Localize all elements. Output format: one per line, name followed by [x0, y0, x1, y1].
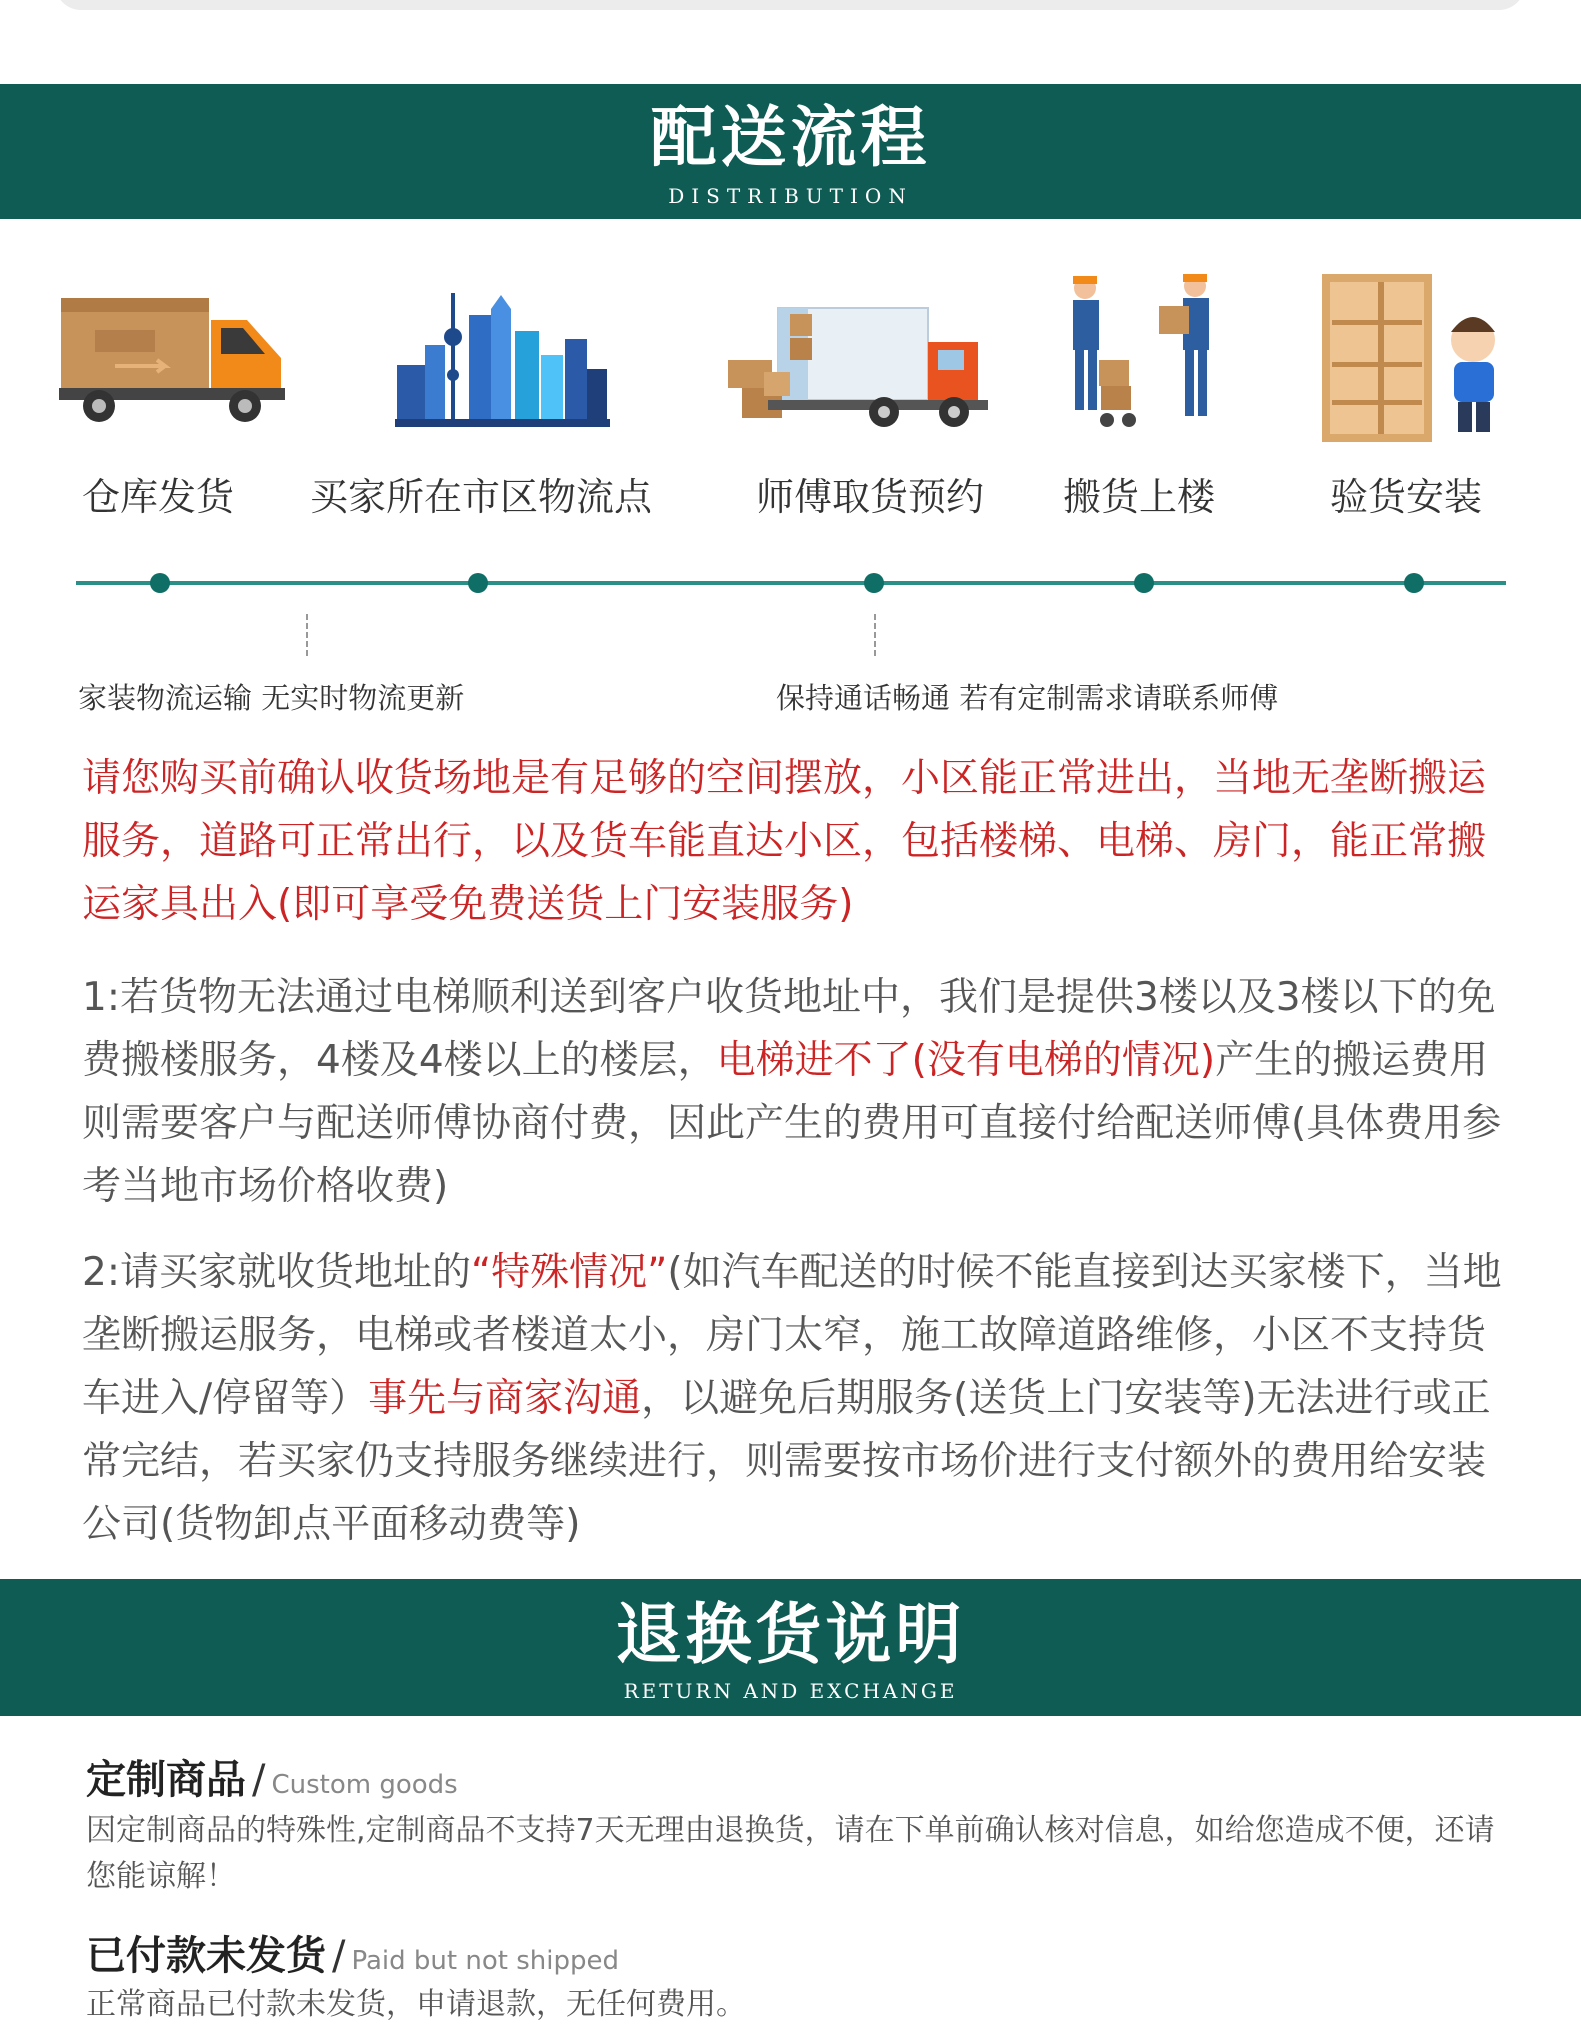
assembly-icon [1318, 270, 1508, 445]
dashed-connector [874, 614, 876, 656]
paid-not-shipped-heading [86, 1924, 619, 1981]
city-skyline-icon [395, 285, 610, 430]
returns-title: 退换货说明 [615, 1595, 966, 1673]
rule-2-highlight-contact: 事先与商家沟通 [368, 1376, 642, 1421]
loading-truck-icon [728, 300, 1008, 430]
rule-2-text-end: ，以避免后期服务(送货上门安装等)无法进行或正常完结，若买家仍支持服务继续进行，则需要按市场价进行支付额外的费用给安装公司(货物卸点平面移动费等) [82, 1376, 1491, 1547]
custom-goods-text: 因定制商品的特殊性,定制商品不支持7天无理由退换货，请在下单前确认核对信息，如给您造成不便，还请您能谅解！ [86, 1813, 1495, 1894]
custom-goods-title: 定制商品 [86, 1757, 246, 1803]
custom-goods-en: Custom goods [271, 1770, 458, 1800]
distribution-title: 配送流程 [650, 98, 931, 176]
returns-banner [0, 1579, 1581, 1716]
heading-slash: / [252, 1757, 266, 1803]
timeline-dot [468, 573, 488, 593]
rule-1-text: 1:若货物无法通过电梯顺利送到客户收货地址中，我们是提供3楼以及3楼以下的免费搬楼服务，4楼及4楼以上的楼层， [82, 975, 1496, 1083]
movers-icon [1055, 270, 1225, 440]
distribution-subtitle: DISTRIBUTION [668, 184, 913, 208]
top-strip [55, 0, 1525, 10]
rule-2-highlight-special: “特殊情况” [470, 1250, 668, 1295]
paid-not-shipped-en: Paid but not shipped [351, 1946, 619, 1976]
step-label-warehouse: 仓库发货 [82, 475, 235, 519]
timeline-line [76, 581, 1506, 585]
distribution-banner [0, 84, 1581, 219]
note-no-tracking: 家装物流运输 无实时物流更新 [78, 681, 465, 715]
dashed-connector [306, 614, 308, 656]
returns-subtitle: RETURN AND EXCHANGE [623, 1679, 958, 1703]
timeline-dot [1404, 573, 1424, 593]
rule-1-highlight: 电梯进不了(没有电梯的情况) [716, 1038, 1216, 1083]
rule-2-text-cont: (如汽车配送的时候不能直接到达买家楼下，当地垄断搬运服务，电梯或者楼道太小，房门太窄，施工故障道路维修，小区不支持货车进入/停留等） [82, 1250, 1502, 1421]
custom-goods-heading [86, 1748, 458, 1805]
rule-2 [82, 1241, 1502, 1556]
step-label-appointment: 师傅取货预约 [756, 475, 985, 519]
paid-not-shipped-title: 已付款未发货 [86, 1933, 326, 1979]
note-keep-phone: 保持通话畅通 若有定制需求请联系师傅 [776, 681, 1279, 715]
step-label-inspect-install: 验货安装 [1330, 475, 1483, 519]
timeline-dot [150, 573, 170, 593]
rule-1 [82, 966, 1502, 1218]
step-label-carry-upstairs: 搬货上楼 [1063, 475, 1216, 519]
delivery-truck-icon [55, 290, 295, 430]
timeline-dot [1134, 573, 1154, 593]
rule-1-text-cont: 产生的搬运费用则需要客户与配送师傅协商付费，因此产生的费用可直接付给配送师傅(具体费用参考当地市场价格收费) [82, 1038, 1502, 1209]
rule-2-text: 2:请买家就收货地址的 [82, 1250, 471, 1295]
paid-not-shipped-text: 正常商品已付款未发货，申请退款，无任何费用。 [86, 1987, 746, 2022]
heading-slash: / [332, 1933, 346, 1979]
delivery-warning: 请您购买前确认收货场地是有足够的空间摆放，小区能正常进出，当地无垄断搬运服务，道路可正常出行，以及货车能直达小区，包括楼梯、电梯、房门，能正常搬运家具出入(即可享受免费送货上门安装服务) [82, 756, 1487, 927]
step-label-city-depot: 买家所在市区物流点 [310, 475, 653, 519]
timeline-dot [864, 573, 884, 593]
